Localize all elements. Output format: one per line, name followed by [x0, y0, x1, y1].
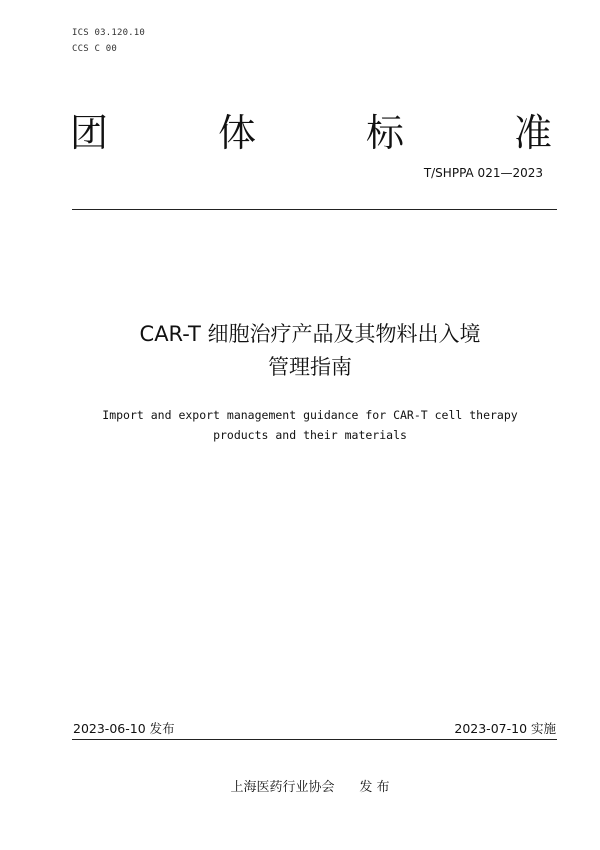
standard-type-title [70, 103, 552, 155]
implementation-date: 2023-07-10 实施 [454, 721, 556, 736]
standard-type-char: 团 [70, 110, 109, 155]
chinese-title [60, 318, 560, 384]
standard-code: T/SHPPA 021—2023 [423, 166, 543, 180]
standard-type-char: 体 [217, 110, 256, 155]
ics-code: ICS 03.120.10 [72, 28, 146, 38]
english-title-line: Import and export management guidance for CAR-T cell therapy [102, 408, 518, 422]
top-divider [72, 209, 557, 210]
standard-type-char: 准 [513, 110, 552, 155]
chinese-title-line: 管理指南 [268, 355, 352, 379]
publisher-line [60, 776, 560, 795]
publish-action: 发 布 [359, 780, 390, 795]
english-title [60, 405, 560, 445]
standard-type-char: 标 [365, 110, 404, 155]
english-title-line: products and their materials [213, 428, 407, 442]
publisher-name: 上海医药行业协会 [230, 780, 335, 795]
issue-date: 2023-06-10 发布 [73, 721, 175, 736]
bottom-divider [72, 739, 557, 740]
ccs-code: CCS C 00 [72, 44, 117, 54]
chinese-title-line: CAR-T 细胞治疗产品及其物料出入境 [139, 322, 481, 346]
